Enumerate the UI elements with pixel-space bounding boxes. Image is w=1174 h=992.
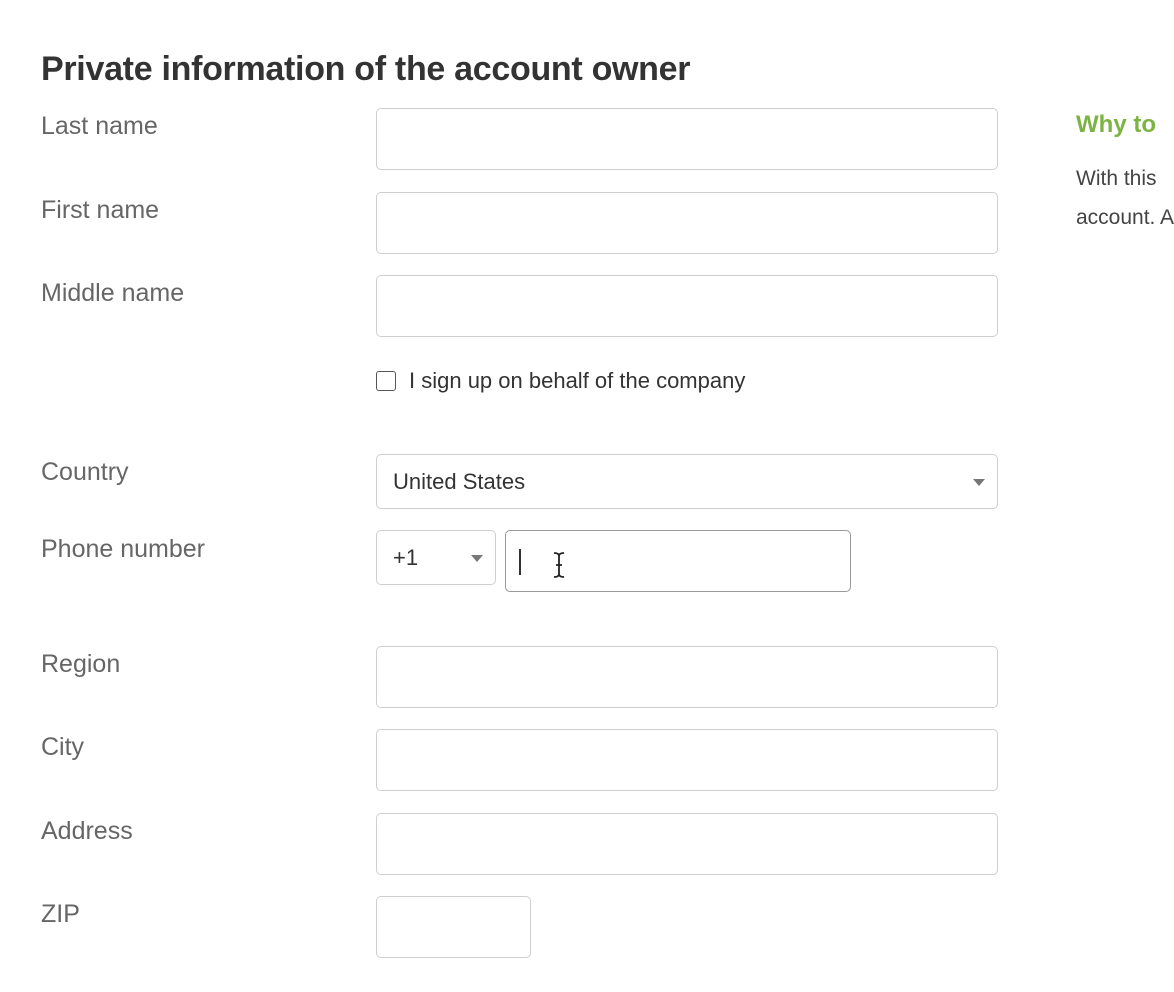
region-label: Region xyxy=(41,650,121,678)
text-cursor-icon xyxy=(552,552,566,578)
text-caret xyxy=(519,549,521,575)
zip-label: ZIP xyxy=(41,900,80,928)
company-checkbox-label[interactable]: I sign up on behalf of the company xyxy=(409,368,746,393)
city-label: City xyxy=(41,733,85,761)
country-select[interactable] xyxy=(376,454,998,509)
address-label: Address xyxy=(41,817,133,845)
sidebar-heading: Why to xyxy=(1076,111,1156,138)
last-name-label: Last name xyxy=(41,112,158,140)
address-input[interactable] xyxy=(376,813,998,875)
first-name-input[interactable] xyxy=(376,192,998,254)
city-input[interactable] xyxy=(376,729,998,791)
phone-number-input[interactable] xyxy=(505,530,851,592)
chevron-down-icon xyxy=(471,555,483,562)
region-input[interactable] xyxy=(376,646,998,708)
sidebar-text-line-2: account. A xyxy=(1076,206,1174,229)
sidebar-text-line-1: With this xyxy=(1076,167,1157,190)
middle-name-input[interactable] xyxy=(376,275,998,337)
chevron-down-icon xyxy=(973,479,985,486)
first-name-label: First name xyxy=(41,196,160,224)
country-select-value: United States xyxy=(393,469,526,494)
middle-name-label: Middle name xyxy=(41,279,185,307)
phone-code-select-value: +1 xyxy=(393,545,419,570)
page-title: Private information of the account owner xyxy=(41,50,691,88)
company-checkbox-row[interactable] xyxy=(376,368,745,394)
company-checkbox[interactable] xyxy=(376,371,396,391)
phone-code-select[interactable] xyxy=(376,530,496,585)
last-name-input[interactable] xyxy=(376,108,998,170)
country-label: Country xyxy=(41,458,129,486)
phone-number-label: Phone number xyxy=(41,535,206,563)
zip-input[interactable] xyxy=(376,896,531,958)
